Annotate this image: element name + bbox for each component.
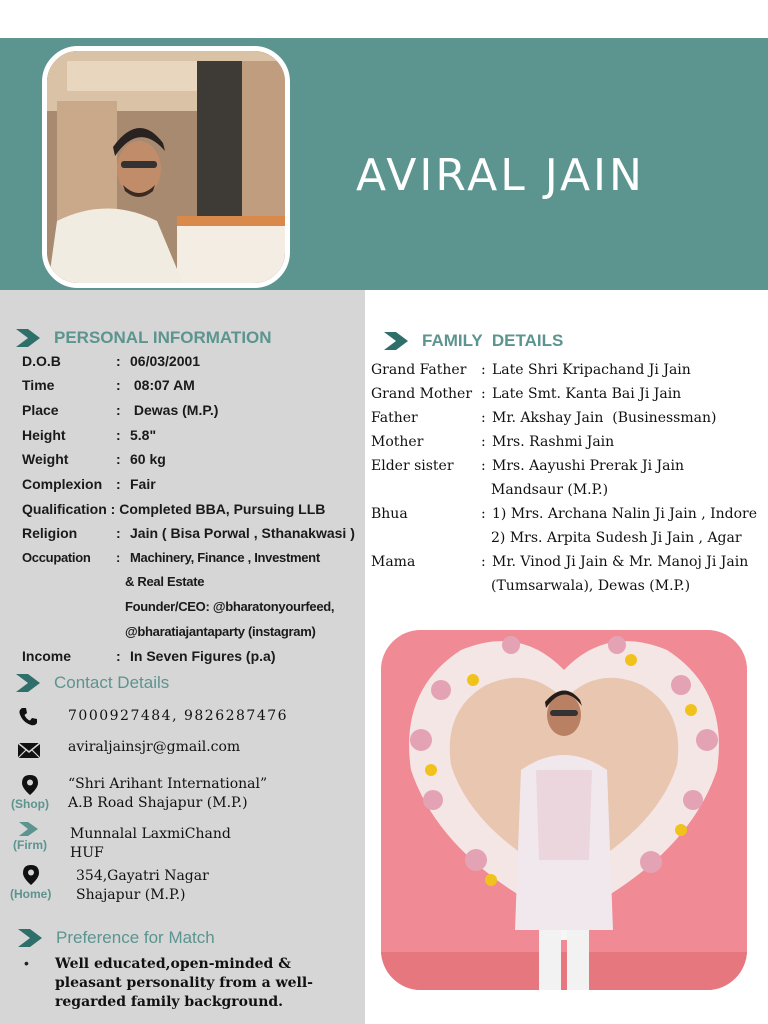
chevron-right-icon xyxy=(384,332,410,350)
family-heading xyxy=(384,331,563,351)
chevron-right-icon xyxy=(16,329,42,347)
personal-info-title: PERSONAL INFORMATION xyxy=(54,328,272,347)
occupation-line-3: Founder/CEO: @bharatonyourfeed, xyxy=(125,599,335,614)
profile-photo xyxy=(42,46,290,288)
info-row-height: Height : 5.8" xyxy=(22,427,157,443)
preference-heading xyxy=(18,928,215,948)
mama-city: (Tumsarwala), Dewas (M.P.) xyxy=(491,578,691,594)
firm-name: Munnalal LaxmiChand HUF xyxy=(70,826,231,861)
chevron-right-icon xyxy=(19,822,41,836)
bullet-dot-icon: • xyxy=(24,955,29,971)
phone-numbers[interactable]: 7000927484, 9826287476 xyxy=(68,708,289,724)
shop-icon-group xyxy=(11,775,49,811)
bhua-second: 2) Mrs. Arpita Sudesh Ji Jain , Agar xyxy=(491,530,742,546)
occupation-line-2: & Real Estate xyxy=(125,574,205,589)
email-icon xyxy=(17,742,41,759)
occupation-line-4: @bharatiajantaparty (instagram) xyxy=(125,624,316,639)
home-address: 354,Gayatri Nagar Shajapur (M.P.) xyxy=(76,868,209,903)
contact-heading xyxy=(16,673,169,693)
personal-info-heading xyxy=(16,328,272,348)
location-pin-icon xyxy=(22,775,38,795)
info-row-religion: Religion : Jain ( Bisa Porwal , Sthanakwasi ) xyxy=(22,525,355,541)
email-address[interactable]: aviraljainsjr@gmail.com xyxy=(68,739,241,755)
family-title: FAMILY DETAILS xyxy=(422,331,564,350)
home-icon-group xyxy=(10,865,51,901)
phone-icon xyxy=(18,707,38,727)
home-label: (Home) xyxy=(10,887,52,901)
preference-title: Preference for Match xyxy=(56,928,215,947)
shop-label: (Shop) xyxy=(11,797,49,811)
chevron-right-icon xyxy=(18,929,44,947)
ceremony-photo-image xyxy=(381,630,747,990)
info-row-weight: Weight : 60 kg xyxy=(22,451,166,467)
info-row-place: Place : Dewas (M.P.) xyxy=(22,402,219,418)
sister-city: Mandsaur (M.P.) xyxy=(491,482,609,498)
firm-icon-group xyxy=(13,822,47,852)
chevron-right-icon xyxy=(16,674,42,692)
location-pin-icon xyxy=(23,865,39,885)
contact-title: Contact Details xyxy=(54,673,170,692)
info-row-time: Time : 08:07 AM xyxy=(22,377,195,393)
info-row-occupation: Occupation : Machinery, Finance , Investment xyxy=(22,550,320,565)
profile-photo-image xyxy=(47,51,290,288)
info-row-dob: D.O.B : 06/03/2001 xyxy=(22,353,201,369)
preference-text: Well educated,open-minded & pleasant personality from a well-regarded family background. xyxy=(55,956,313,1010)
ceremony-photo xyxy=(381,630,747,990)
shop-address: “Shri Arihant International” A.B Road Shajapur (M.P.) xyxy=(68,776,268,811)
firm-label: (Firm) xyxy=(13,838,47,852)
info-row-qualification: Qualification : Completed BBA, Pursuing LLB xyxy=(22,501,326,517)
info-row-complexion: Complexion : Fair xyxy=(22,476,156,492)
person-name: AVIRAL JAIN xyxy=(356,150,645,201)
info-row-income: Income : In Seven Figures (p.a) xyxy=(22,648,276,664)
